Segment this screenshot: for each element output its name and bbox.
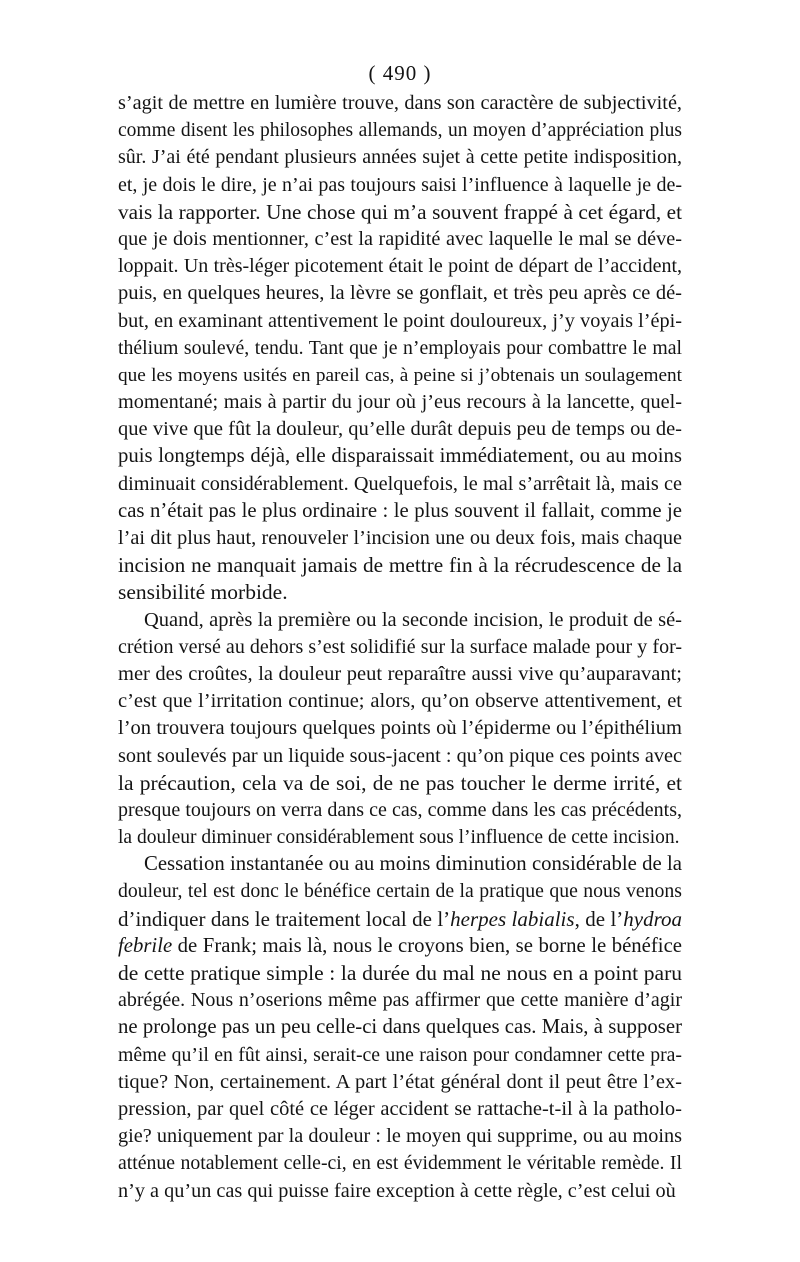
text-run: gie? uniquement par la douleur : le moyen qui supprime, ou au moins bbox=[118, 1125, 682, 1148]
text-line bbox=[118, 172, 682, 199]
italic-term: hydroa bbox=[623, 906, 682, 931]
text-run: diminuait considérablement. Quelquefois, le mal s’arrêtait là, mais ce bbox=[118, 472, 682, 495]
text-run: mer des croûtes, la douleur peut reparaître aussi vive qu’auparavant; bbox=[118, 662, 682, 685]
text-line bbox=[118, 797, 682, 824]
text-run: que je dois mentionner, c’est la rapidité avec laquelle le mal se déve- bbox=[118, 227, 682, 250]
text-line bbox=[118, 878, 682, 905]
text-run: incision ne manquait jamais de mettre fin à la récrudescence de la bbox=[118, 553, 682, 578]
text-line bbox=[118, 987, 682, 1014]
text-line bbox=[118, 770, 682, 797]
text-line bbox=[118, 851, 682, 878]
text-line bbox=[118, 471, 682, 498]
text-line bbox=[118, 443, 682, 470]
text-run: sensibilité morbide. bbox=[118, 580, 288, 605]
text-run: que vive que fût la douleur, qu’elle durât depuis peu de temps ou de- bbox=[118, 418, 682, 441]
text-run: puis, en quelques heures, la lèvre se gonflait, et très peu après ce dé- bbox=[118, 282, 682, 305]
text-line bbox=[118, 906, 682, 933]
text-run: , de l’ bbox=[574, 906, 624, 931]
text-line bbox=[118, 960, 682, 987]
italic-term: febrile bbox=[118, 934, 173, 957]
text-run: pression, par quel côté ce léger accident se rattache-t-il à la patholo- bbox=[118, 1097, 682, 1120]
text-run: sont soulevés par un liquide sous-jacent : qu’on pique ces points avec bbox=[118, 744, 682, 767]
text-line bbox=[118, 552, 682, 579]
text-run: thélium soulevé, tendu. Tant que je n’employais pour combattre le mal bbox=[118, 336, 682, 359]
text-run: but, en examinant attentivement le point douloureux, j’y voyais l’épi- bbox=[118, 309, 682, 332]
text-line bbox=[118, 1123, 682, 1150]
paragraph bbox=[118, 851, 682, 1204]
text-run: douleur, tel est donc le bénéfice certain de la pratique que nous venons bbox=[118, 880, 682, 903]
text-run: l’ai dit plus haut, renouveler l’incision une ou deux fois, mais chaque bbox=[118, 527, 682, 549]
text-run: loppait. Un très-léger picotement était le point de départ de l’accident, bbox=[118, 255, 682, 278]
text-line bbox=[118, 607, 682, 634]
text-line bbox=[118, 743, 682, 770]
text-line bbox=[118, 117, 682, 144]
text-line bbox=[118, 253, 682, 280]
text-line bbox=[118, 144, 682, 171]
text-line bbox=[118, 1096, 682, 1123]
text-run: s’agit de mettre en lumière trouve, dans son caractère de subjectivité, bbox=[118, 92, 682, 114]
text-run: n’y a qu’un cas qui puisse faire exception à cette règle, c’est celui où bbox=[118, 1179, 676, 1202]
text-line bbox=[118, 416, 682, 443]
text-line bbox=[118, 362, 682, 389]
text-line bbox=[118, 308, 682, 335]
text-run: atténue notablement celle-ci, en est évidemment le véritable remède. Il bbox=[118, 1152, 682, 1175]
text-run: c’est que l’irritation continue; alors, qu’on observe attentivement, et bbox=[118, 690, 682, 713]
text-line bbox=[118, 579, 682, 606]
text-line bbox=[118, 634, 682, 661]
text-run: tique? Non, certainement. A part l’état général dont il peut être l’ex- bbox=[118, 1070, 682, 1093]
text-line bbox=[118, 389, 682, 416]
text-line bbox=[118, 661, 682, 688]
text-line bbox=[118, 1150, 682, 1177]
text-run: ne prolonge pas un peu celle-ci dans quelques cas. Mais, à supposer bbox=[118, 1016, 682, 1039]
text-run: momentané; mais à partir du jour où j’eus recours à la lancette, quel- bbox=[118, 391, 682, 414]
text-line bbox=[118, 280, 682, 307]
text-run: et, je dois le dire, je n’ai pas toujours saisi l’influence à laquelle je de- bbox=[118, 173, 682, 196]
text-line bbox=[118, 90, 682, 117]
text-run: cas n’était pas le plus ordinaire : le plus souvent il fallait, comme je bbox=[118, 499, 682, 522]
text-run: d’indiquer dans le traitement local de l’ bbox=[118, 906, 451, 931]
text-run: abrégée. Nous n’oserions même pas affirmer que cette manière d’agir bbox=[118, 989, 682, 1012]
text-run: Cessation instantanée ou au moins diminution considérable de la bbox=[144, 853, 682, 876]
text-run: de Frank; mais là, nous le croyons bien, se borne le bénéfice bbox=[172, 934, 682, 957]
text-run: puis longtemps déjà, elle disparaissait immédiatement, ou au moins bbox=[118, 445, 682, 468]
text-run: Quand, après la première ou la seconde incision, le produit de sé- bbox=[144, 608, 682, 631]
text-line bbox=[118, 226, 682, 253]
text-line bbox=[118, 199, 682, 226]
book-page bbox=[118, 58, 682, 1205]
paragraph bbox=[118, 607, 682, 852]
text-line bbox=[118, 1042, 682, 1069]
text-run: presque toujours on verra dans ce cas, comme dans les cas précédents, bbox=[118, 798, 682, 821]
text-line bbox=[118, 824, 682, 851]
text-run: sûr. J’ai été pendant plusieurs années sujet à cette petite indisposition, bbox=[118, 146, 682, 169]
text-line bbox=[118, 1069, 682, 1096]
text-line bbox=[118, 498, 682, 525]
text-line bbox=[118, 1014, 682, 1041]
text-run: la précaution, cela va de soi, de ne pas toucher le derme irrité, et bbox=[118, 770, 682, 795]
text-run: l’on trouvera toujours quelques points où l’épiderme ou l’épithélium bbox=[118, 717, 682, 740]
text-line bbox=[118, 688, 682, 715]
text-line bbox=[118, 335, 682, 362]
text-run: crétion versé au dehors s’est solidifié sur la surface malade pour y for- bbox=[118, 635, 682, 658]
text-run: de cette pratique simple : la durée du mal ne nous en a point paru bbox=[118, 961, 682, 985]
text-line bbox=[118, 933, 682, 960]
text-run: la douleur diminuer considérablement sous l’influence de cette incision. bbox=[118, 827, 680, 849]
paragraph bbox=[118, 90, 682, 607]
text-run: que les moyens usités en pareil cas, à peine si j’obtenais un soulagement bbox=[118, 364, 682, 386]
text-run: vais la rapporter. Une chose qui m’a souvent frappé à cet égard, et bbox=[118, 199, 682, 224]
text-run: comme disent les philosophes allemands, un moyen d’appréciation plus bbox=[118, 120, 682, 142]
page-body bbox=[118, 90, 682, 1205]
text-run: même qu’il en fût ainsi, serait-ce une raison pour condamner cette pra- bbox=[118, 1043, 682, 1066]
italic-term: herpes labialis bbox=[450, 906, 575, 931]
text-line bbox=[118, 1178, 682, 1205]
text-line bbox=[118, 525, 682, 552]
text-line bbox=[118, 715, 682, 742]
page-number: ( 490 ) bbox=[368, 61, 432, 85]
